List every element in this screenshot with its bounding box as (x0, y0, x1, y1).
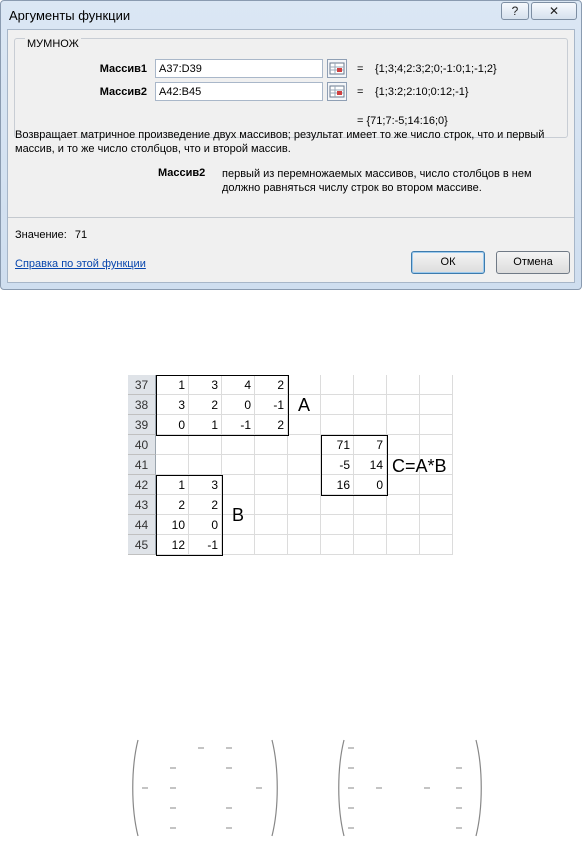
param-name: Массив2 (158, 167, 206, 179)
dialog-body (7, 29, 575, 283)
close-icon: ✕ (548, 4, 560, 18)
matrix-b-cell[interactable]: 1 (156, 475, 189, 495)
array2-label: Массив2 (99, 86, 147, 98)
array2-input[interactable] (155, 82, 323, 101)
array2-result: {1;3:2;2:10;0:12;-1} (375, 86, 469, 98)
function-arguments-dialog (0, 0, 582, 290)
grid-cell[interactable] (321, 495, 354, 515)
grid-cell[interactable] (288, 475, 321, 495)
matrix-b-cell[interactable]: 3 (189, 475, 222, 495)
matrix-a-cell[interactable]: 3 (189, 375, 222, 395)
matrix-bracket-left (130, 738, 280, 838)
grid-cell[interactable] (321, 535, 354, 555)
matrix-a-cell[interactable]: 1 (189, 415, 222, 435)
grid-cell[interactable] (420, 435, 453, 455)
help-button[interactable]: ? (501, 2, 529, 20)
matrix-a-cell[interactable]: 1 (156, 375, 189, 395)
grid-cell[interactable] (420, 375, 453, 395)
function-name: МУМНОЖ (27, 38, 79, 50)
grid-cell[interactable] (255, 515, 288, 535)
grid-cell[interactable] (222, 435, 255, 455)
grid-cell[interactable] (255, 535, 288, 555)
row-header[interactable]: 44 (128, 515, 156, 535)
grid-cell[interactable] (288, 455, 321, 475)
grid-cell[interactable] (354, 515, 387, 535)
row-header[interactable]: 38 (128, 395, 156, 415)
array2-equals: = (357, 86, 364, 98)
grid-cell[interactable] (321, 415, 354, 435)
matrix-c-label: C=A*B (392, 456, 447, 476)
matrix-b-cell[interactable]: 0 (189, 515, 222, 535)
range-select-icon (328, 60, 346, 77)
grid-cell[interactable] (387, 375, 420, 395)
ok-button[interactable]: ОК (411, 251, 485, 274)
matrix-c-cell[interactable]: 0 (354, 475, 387, 495)
array1-result: {1;3;4;2:3;2;0;-1:0;1;-1;2} (375, 63, 497, 75)
matrix-b-cell[interactable]: 2 (156, 495, 189, 515)
matrix-c-cell[interactable]: -5 (321, 455, 354, 475)
matrix-a-cell[interactable]: 0 (156, 415, 189, 435)
grid-cell[interactable] (255, 495, 288, 515)
row-header[interactable]: 40 (128, 435, 156, 455)
grid-cell[interactable] (321, 515, 354, 535)
grid-cell[interactable] (354, 495, 387, 515)
matrix-c-cell[interactable]: 7 (354, 435, 387, 455)
grid-cell[interactable] (156, 435, 189, 455)
grid-cell[interactable] (288, 535, 321, 555)
grid-cell[interactable] (354, 415, 387, 435)
matrix-b-cell[interactable]: 2 (189, 495, 222, 515)
grid-cell[interactable] (420, 495, 453, 515)
grid-cell[interactable] (321, 375, 354, 395)
array1-collapse-button[interactable] (327, 59, 347, 78)
cancel-button[interactable]: Отмена (496, 251, 570, 274)
matrix-a-label: A (298, 395, 311, 415)
close-button[interactable] (531, 2, 577, 20)
matrix-b-border (156, 475, 223, 556)
matrix-c-border (321, 435, 388, 496)
grid-cell[interactable] (189, 455, 222, 475)
matrix-b-cell[interactable]: -1 (189, 535, 222, 555)
grid-cell[interactable] (222, 475, 255, 495)
function-description: Возвращает матричное произведение двух массивов; результат имеет то же число строк, что и первый массив, и то же число столбцов, что и второй массив. (15, 129, 545, 155)
function-group-box (14, 38, 568, 138)
grid-cell[interactable] (288, 495, 321, 515)
matrix-c-cell[interactable]: 14 (354, 455, 387, 475)
grid-cell[interactable] (420, 515, 453, 535)
array1-equals: = (357, 63, 364, 75)
value-label: Значение: (15, 229, 67, 241)
grid-cell[interactable] (354, 375, 387, 395)
function-help-link[interactable]: Справка по этой функции (15, 258, 146, 270)
matrix-c-cell[interactable]: 16 (321, 475, 354, 495)
grid-cell[interactable] (288, 375, 321, 395)
value-text: 71 (74, 229, 88, 241)
array1-input[interactable] (155, 59, 323, 78)
grid-cell[interactable] (387, 515, 420, 535)
matrix-a-cell[interactable]: 2 (255, 375, 288, 395)
title-bar (1, 1, 581, 29)
grid-cell[interactable] (387, 475, 420, 495)
matrix-a-cell[interactable]: 3 (156, 395, 189, 415)
matrix-a-cell[interactable]: 0 (222, 395, 255, 415)
param-description: первый из перемножаемых массивов, число столбцов в нем должно равняться числу строк во втором массиве. (222, 168, 532, 194)
matrix-b-cell[interactable]: 12 (156, 535, 189, 555)
grid-cell[interactable] (354, 395, 387, 415)
grid-cell[interactable] (288, 515, 321, 535)
row-header[interactable]: 43 (128, 495, 156, 515)
matrix-a-cell[interactable]: 2 (189, 395, 222, 415)
grid-cell[interactable] (387, 395, 420, 415)
grid-cell[interactable] (354, 535, 387, 555)
matrix-c-cell[interactable]: 71 (321, 435, 354, 455)
matrix-bracket-right (336, 738, 486, 838)
grid-cell[interactable] (387, 535, 420, 555)
range-select-icon (328, 83, 346, 100)
separator (8, 217, 574, 218)
grid-cell[interactable] (222, 455, 255, 475)
grid-cell[interactable] (189, 435, 222, 455)
grid-cell[interactable] (288, 415, 321, 435)
grid-cell[interactable] (387, 435, 420, 455)
dialog-title: Аргументы функции (9, 8, 131, 23)
row-header[interactable]: 39 (128, 415, 156, 435)
grid-cell[interactable] (420, 395, 453, 415)
grid-cell[interactable] (255, 455, 288, 475)
grid-cell[interactable] (255, 475, 288, 495)
matrix-b-cell[interactable]: 10 (156, 515, 189, 535)
value-line (15, 229, 87, 241)
row-header[interactable]: 45 (128, 535, 156, 555)
grid-cell[interactable] (321, 395, 354, 415)
row-header[interactable]: 41 (128, 455, 156, 475)
grid-cell[interactable] (420, 475, 453, 495)
grid-cell[interactable] (387, 415, 420, 435)
grid-cell[interactable] (420, 415, 453, 435)
matrix-a-cell[interactable]: -1 (222, 415, 255, 435)
matrix-a-cell[interactable]: 4 (222, 375, 255, 395)
grid-cell[interactable] (156, 455, 189, 475)
grid-cell[interactable] (222, 535, 255, 555)
grid-cell[interactable] (387, 495, 420, 515)
formula-result: = {71;7:-5;14:16;0} (357, 115, 448, 127)
matrix-a-cell[interactable]: 2 (255, 415, 288, 435)
matrix-a-cell[interactable]: -1 (255, 395, 288, 415)
grid-cell[interactable] (288, 435, 321, 455)
row-header[interactable]: 37 (128, 375, 156, 395)
matrix-a-border (156, 375, 289, 436)
row-header[interactable]: 42 (128, 475, 156, 495)
array1-label: Массив1 (99, 63, 147, 75)
array2-collapse-button[interactable] (327, 82, 347, 101)
grid-cell[interactable] (420, 535, 453, 555)
grid-cell[interactable] (255, 435, 288, 455)
matrix-b-label: B (232, 505, 245, 525)
